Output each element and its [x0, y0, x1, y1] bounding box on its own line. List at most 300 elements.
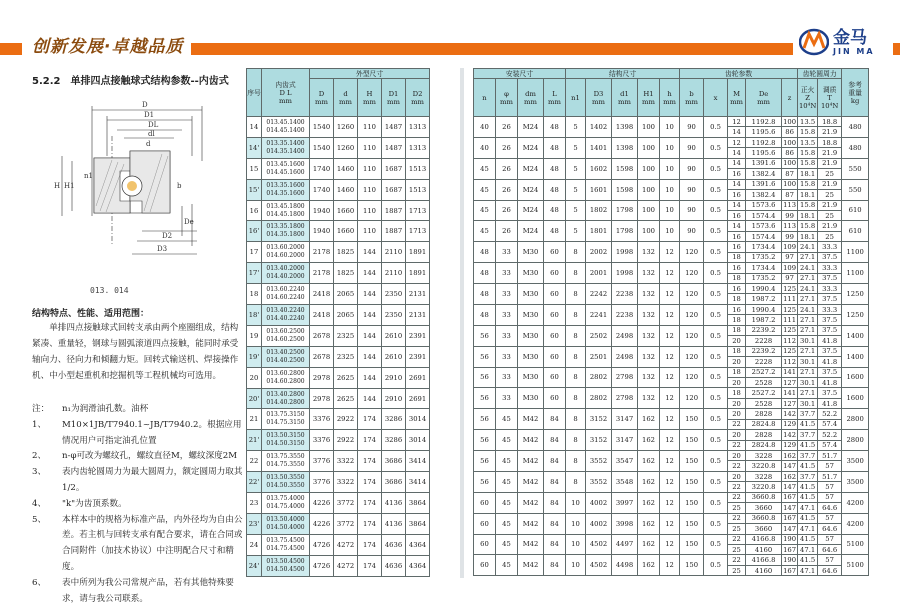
dim-DL: DL — [148, 121, 159, 129]
cell-h: 10 — [660, 200, 680, 221]
cell-z: 147 — [783, 462, 797, 471]
table-row — [474, 221, 869, 231]
row-number: 16' — [247, 221, 262, 242]
cell-d3: 4002 — [586, 492, 612, 513]
cell-n1: 8 — [566, 451, 586, 472]
model-013: 013.75.3550 — [266, 453, 305, 461]
cell-l: 84 — [544, 451, 566, 472]
cell-h: 12 — [660, 388, 680, 409]
col-unit: mm — [387, 97, 400, 106]
cell-z: 162 — [783, 451, 797, 460]
cell-t-force: 37.5 — [818, 315, 842, 325]
cell-weight: 1600 — [842, 388, 869, 409]
cell-dm: M24 — [518, 221, 544, 242]
dim-D2: D2 — [162, 232, 173, 240]
model-013: 013.60.2000 — [266, 244, 305, 252]
cell-z: 112 — [783, 336, 797, 345]
row-number: 18 — [247, 284, 262, 305]
table-row — [474, 513, 869, 523]
col-symbol: n1 — [571, 93, 580, 102]
cell-b: 90 — [680, 179, 704, 200]
cell-z: 109 — [783, 263, 797, 272]
cell-h: 110 — [358, 179, 382, 200]
cell-d: 3322 — [334, 472, 358, 493]
cell-d1: 3998 — [612, 513, 638, 534]
cell-z-force: 41.5 — [798, 513, 818, 523]
header-col-d — [334, 79, 358, 117]
table-row — [247, 117, 430, 138]
col-symbol: x — [713, 93, 718, 102]
cell-t-force: 21.9 — [818, 221, 842, 231]
model-014: 014.35.1400 — [266, 147, 305, 155]
row-model — [262, 430, 310, 451]
cell-d2: 1513 — [406, 158, 430, 179]
cell-m: 22 — [728, 482, 746, 492]
cell-b: 120 — [680, 284, 704, 305]
cell-z-force: 30.1 — [798, 336, 818, 346]
header-col-b — [680, 79, 704, 117]
cell-d: 2325 — [334, 325, 358, 346]
header-col-l — [544, 79, 566, 117]
cell-d2: 4364 — [406, 534, 430, 555]
cell-z-force: 24.1 — [798, 263, 818, 273]
cell-h: 174 — [358, 472, 382, 493]
row-number: 23 — [247, 493, 262, 514]
cell-de: 3660 — [746, 524, 782, 534]
cell-dm: M42 — [518, 409, 544, 430]
cell-h: 12 — [660, 430, 680, 451]
cell-weight: 5100 — [842, 534, 869, 555]
cell-m: 22 — [728, 461, 746, 471]
cell-de: 1735.2 — [746, 252, 782, 262]
cell-d2: 1313 — [406, 137, 430, 158]
cell-z-force: 13.5 — [798, 137, 818, 147]
logo-subtitle: JIN MA — [833, 46, 875, 56]
cell-z: 111 — [783, 295, 797, 304]
note-text: n₁为润滑油孔数。油杯M10×1JB/T7940.1~JB/T7940.2。根据应用情况用户可指定油孔位置 — [62, 404, 242, 446]
cell-l: 84 — [544, 409, 566, 430]
cell-d3: 4502 — [586, 534, 612, 555]
cell-x: 0.5 — [704, 430, 728, 451]
cell-de: 1573.6 — [746, 221, 782, 231]
cell-phi: 26 — [496, 158, 518, 179]
cell-m: 14 — [728, 221, 746, 231]
cell-h: 144 — [358, 305, 382, 326]
cell-de: 2527.2 — [746, 388, 782, 398]
table-row — [474, 451, 869, 461]
cell-d3: 3552 — [586, 451, 612, 472]
cell-d: 1260 — [334, 137, 358, 158]
cell-t-force: 18.8 — [818, 137, 842, 147]
cell-h: 10 — [660, 137, 680, 158]
cell-z: 141 — [783, 368, 797, 377]
cell-z-force: 15.8 — [798, 221, 818, 231]
cell-l: 48 — [544, 200, 566, 221]
cell-d3: 2802 — [586, 367, 612, 388]
model-013: 013.40.2800 — [266, 390, 305, 398]
header-banner — [0, 27, 900, 60]
model-014: 014.40.2500 — [266, 356, 305, 364]
cell-d2: 4364 — [406, 555, 430, 576]
model-013: 013.75.4000 — [266, 494, 305, 502]
cell-t-force: 37.5 — [818, 294, 842, 304]
header-col-d1 — [612, 79, 638, 117]
cell-d: 1260 — [334, 117, 358, 138]
cell-t-force: 25 — [818, 210, 842, 220]
cell-t-force: 57 — [818, 492, 842, 502]
cell-d1: 1687 — [382, 179, 406, 200]
cell-x: 0.5 — [704, 137, 728, 158]
features-title: 结构特点、性能、适用范围： — [32, 309, 150, 319]
cell-n: 56 — [474, 346, 496, 367]
table-row — [247, 305, 430, 326]
table-row — [247, 284, 430, 305]
cell-z-force: 15.8 — [798, 179, 818, 189]
cell-d: 4272 — [334, 534, 358, 555]
row-model — [262, 117, 310, 138]
row-number: 18' — [247, 305, 262, 326]
cell-b: 90 — [680, 200, 704, 221]
cell-d1: 2238 — [612, 304, 638, 325]
cell-n1: 8 — [566, 304, 586, 325]
note-number: 5、 — [32, 514, 47, 525]
header-col-x — [704, 79, 728, 117]
cell-de: 1574.4 — [746, 210, 782, 220]
row-model — [262, 137, 310, 158]
dim-H1: H1 — [64, 182, 75, 190]
col-unit: mm — [339, 97, 352, 106]
cell-phi: 33 — [496, 388, 518, 409]
cell-h1: 100 — [638, 179, 660, 200]
cell-t-force: 41.8 — [818, 377, 842, 387]
cell-weight: 610 — [842, 200, 869, 221]
cell-h: 10 — [660, 158, 680, 179]
cell-m: 20 — [728, 398, 746, 408]
cell-z: 97 — [782, 273, 798, 283]
model-013: 013.50.3150 — [266, 432, 305, 440]
cell-weight: 4200 — [842, 492, 869, 513]
cell-z-force: 30.1 — [798, 398, 818, 408]
note-text: 本样本中的规格为标准产品，内外径均为自由公差。若主机与回转支承有配合要求，请在合同或合同附件（加技术协议）中注明配合尺寸和精度。 — [62, 514, 243, 572]
cell-b: 120 — [680, 367, 704, 388]
cell-h1: 162 — [638, 471, 660, 492]
table-row — [474, 325, 869, 335]
cell-t-force: 64.6 — [818, 503, 842, 513]
col-unit: mm — [757, 97, 770, 106]
cell-d1: 3547 — [612, 451, 638, 472]
logo-name: 金马 — [833, 27, 867, 48]
table-row — [474, 200, 869, 210]
cell-x: 0.5 — [704, 325, 728, 346]
cell-n: 56 — [474, 409, 496, 430]
cell-m: 12 — [728, 137, 746, 147]
weight-label: kg — [850, 96, 860, 105]
cell-z: 147 — [783, 483, 797, 492]
row-model — [262, 555, 310, 576]
cell-phi: 33 — [496, 304, 518, 325]
cell-h: 12 — [660, 242, 680, 263]
cell-de: 3220.8 — [746, 482, 782, 492]
row-model — [262, 409, 310, 430]
cell-weight: 480 — [842, 117, 869, 138]
cell-z-force: 27.1 — [798, 367, 818, 377]
cell-m: 18 — [728, 273, 746, 283]
cell-l: 60 — [544, 263, 566, 284]
header-col-de — [746, 79, 782, 117]
cell-m: 18 — [728, 346, 746, 356]
model-013: 013.50.4500 — [266, 557, 305, 565]
cell-d3: 4502 — [586, 555, 612, 576]
model-013: 013.40.2000 — [266, 265, 305, 273]
row-number: 15 — [247, 158, 262, 179]
cell-m: 16 — [728, 210, 746, 220]
table-row — [247, 513, 430, 534]
model-013: 013.35.1600 — [266, 181, 305, 189]
cell-z-force: 30.1 — [798, 357, 818, 367]
cell-h: 12 — [660, 534, 680, 555]
cell-z: 190 — [783, 535, 797, 544]
cell-x: 0.5 — [704, 555, 728, 576]
cell-de: 1195.6 — [746, 127, 782, 137]
cell-h: 12 — [660, 263, 680, 284]
cell-h: 12 — [660, 304, 680, 325]
cell-n1: 8 — [566, 430, 586, 451]
table-row — [474, 284, 869, 294]
col-symbol: d1 — [620, 89, 629, 98]
cell-de: 4160 — [746, 544, 782, 554]
cell-m: 12 — [728, 117, 746, 127]
row-number: 23' — [247, 513, 262, 534]
cell-weight: 1400 — [842, 325, 869, 346]
dim-De: De — [184, 218, 194, 226]
bearing-cross-section-drawing — [32, 96, 237, 266]
cell-z: 125 — [783, 305, 797, 314]
cell-m: 16 — [728, 263, 746, 273]
cell-z-force: 27.1 — [798, 315, 818, 325]
cell-z-force: 24.1 — [798, 242, 818, 252]
cell-d1: 1887 — [382, 200, 406, 221]
cell-h: 110 — [358, 221, 382, 242]
cell-d: 1940 — [310, 221, 334, 242]
model-014: 014.45.1800 — [266, 210, 305, 218]
cell-t-force: 21.9 — [818, 148, 842, 158]
cell-dm: M42 — [518, 555, 544, 576]
cell-h: 144 — [358, 325, 382, 346]
cell-z: 147 — [783, 524, 797, 533]
cell-t-force: 52.2 — [818, 430, 842, 440]
cell-x: 0.5 — [704, 388, 728, 409]
cell-n: 48 — [474, 242, 496, 263]
cell-m: 20 — [728, 451, 746, 461]
cell-d1: 2238 — [612, 284, 638, 305]
cell-n1: 8 — [566, 284, 586, 305]
cell-de: 1573.6 — [746, 200, 782, 210]
cell-d: 2625 — [334, 367, 358, 388]
cell-l: 60 — [544, 367, 566, 388]
cell-m: 20 — [728, 471, 746, 481]
row-model — [262, 263, 310, 284]
cell-m: 22 — [728, 419, 746, 429]
cell-d: 4226 — [310, 493, 334, 514]
header-model-unit: mm — [279, 96, 292, 105]
cell-m: 20 — [728, 377, 746, 387]
cell-d: 3772 — [334, 513, 358, 534]
table-row — [247, 534, 430, 555]
table-row — [247, 200, 430, 221]
cell-weight: 3500 — [842, 451, 869, 472]
cell-d2: 2131 — [406, 305, 430, 326]
cell-d3: 2002 — [586, 242, 612, 263]
cell-m: 22 — [728, 555, 746, 565]
cell-phi: 45 — [496, 534, 518, 555]
cell-dm: M24 — [518, 200, 544, 221]
cell-n1: 5 — [566, 158, 586, 179]
table-row — [247, 472, 430, 493]
cell-z: 167 — [783, 566, 797, 575]
cell-de: 2228 — [746, 357, 782, 367]
cell-h: 10 — [660, 117, 680, 138]
cell-x: 0.5 — [704, 367, 728, 388]
cell-z-force: 41.5 — [798, 534, 818, 544]
cell-phi: 33 — [496, 346, 518, 367]
cell-d1: 4636 — [382, 534, 406, 555]
cell-d: 3776 — [310, 451, 334, 472]
cell-n1: 5 — [566, 117, 586, 138]
row-number: 21 — [247, 409, 262, 430]
table-row — [247, 451, 430, 472]
cell-x: 0.5 — [704, 117, 728, 138]
row-number: 17' — [247, 263, 262, 284]
cell-b: 150 — [680, 471, 704, 492]
cell-d: 1460 — [334, 179, 358, 200]
cell-d1: 1487 — [382, 117, 406, 138]
cell-d3: 2242 — [586, 284, 612, 305]
cell-de: 1391.6 — [746, 179, 782, 189]
cell-d3: 1401 — [586, 137, 612, 158]
row-number: 21' — [247, 430, 262, 451]
cell-phi: 26 — [496, 117, 518, 138]
cell-d2: 1891 — [406, 242, 430, 263]
table-row — [474, 471, 869, 481]
model-014: 014.60.2500 — [266, 335, 305, 343]
dim-D3: D3 — [157, 245, 168, 253]
cell-d3: 1801 — [586, 221, 612, 242]
cell-d: 1540 — [310, 117, 334, 138]
cell-d: 1740 — [310, 158, 334, 179]
cell-d: 2922 — [334, 430, 358, 451]
cell-m: 22 — [728, 534, 746, 544]
cell-de: 1192.8 — [746, 137, 782, 147]
cell-h: 12 — [660, 367, 680, 388]
cell-m: 20 — [728, 430, 746, 440]
table-row — [474, 346, 869, 356]
dim-D1: D1 — [144, 111, 155, 119]
model-014: 014.75.4500 — [266, 544, 305, 552]
cell-d2: 2131 — [406, 284, 430, 305]
cell-t-force: 21.9 — [818, 200, 842, 210]
cell-d: 1660 — [334, 200, 358, 221]
cell-phi: 26 — [496, 179, 518, 200]
cell-d3: 2802 — [586, 388, 612, 409]
cell-d2: 3864 — [406, 493, 430, 514]
cell-d1: 2910 — [382, 388, 406, 409]
cell-l: 84 — [544, 513, 566, 534]
cell-z-force: 18.1 — [798, 169, 818, 179]
model-014: 014.50.4000 — [266, 523, 305, 531]
cell-m: 18 — [728, 367, 746, 377]
cell-d: 2065 — [334, 305, 358, 326]
col-unit: mm — [592, 97, 605, 106]
cell-d2: 3014 — [406, 409, 430, 430]
cell-b: 150 — [680, 513, 704, 534]
cell-z-force: 41.5 — [798, 482, 818, 492]
cell-d: 1825 — [334, 242, 358, 263]
model-014: 014.50.3150 — [266, 440, 305, 448]
cell-t-force: 41.8 — [818, 398, 842, 408]
col-unit: mm — [548, 97, 561, 106]
cell-h1: 132 — [638, 325, 660, 346]
cell-d1: 1598 — [612, 158, 638, 179]
cell-b: 120 — [680, 242, 704, 263]
cell-d2: 1891 — [406, 263, 430, 284]
cell-d: 2325 — [334, 346, 358, 367]
cell-h: 10 — [660, 179, 680, 200]
logo-text — [833, 29, 875, 56]
cell-h: 12 — [660, 513, 680, 534]
cell-m: 25 — [728, 524, 746, 534]
cell-z-force: 41.5 — [798, 492, 818, 502]
cell-weight: 610 — [842, 221, 869, 242]
cell-m: 16 — [728, 304, 746, 314]
cell-t-force: 37.5 — [818, 325, 842, 335]
cell-de: 1382.4 — [746, 169, 782, 179]
cell-d: 1940 — [310, 200, 334, 221]
cell-m: 20 — [728, 357, 746, 367]
cell-z: 125 — [783, 326, 797, 335]
cell-m: 16 — [728, 242, 746, 252]
cell-d: 4726 — [310, 555, 334, 576]
row-model — [262, 493, 310, 514]
cell-n: 56 — [474, 325, 496, 346]
col-unit: mm — [500, 97, 513, 106]
header-col-h — [660, 79, 680, 117]
cell-b: 150 — [680, 451, 704, 472]
header-col-d — [310, 79, 334, 117]
note-item — [32, 402, 244, 449]
cell-n1: 10 — [566, 492, 586, 513]
dim-d: d — [146, 140, 151, 148]
row-model — [262, 346, 310, 367]
cell-phi: 45 — [496, 409, 518, 430]
cell-h: 174 — [358, 493, 382, 514]
table-row — [474, 179, 869, 189]
note-number: 注：1、 — [32, 404, 50, 430]
model-014: 014.60.2800 — [266, 377, 305, 385]
cell-h: 144 — [358, 367, 382, 388]
cell-z: 167 — [783, 545, 797, 554]
cell-h: 12 — [660, 346, 680, 367]
cell-d: 4272 — [334, 555, 358, 576]
cell-d1: 2350 — [382, 284, 406, 305]
header-install-size: 安装尺寸 — [474, 69, 566, 79]
cell-d2: 1313 — [406, 117, 430, 138]
cell-h: 174 — [358, 430, 382, 451]
cell-l: 84 — [544, 555, 566, 576]
cell-weight: 1250 — [842, 284, 869, 305]
cell-l: 84 — [544, 492, 566, 513]
cell-z: 125 — [783, 347, 797, 356]
dim-H: H — [54, 182, 61, 190]
